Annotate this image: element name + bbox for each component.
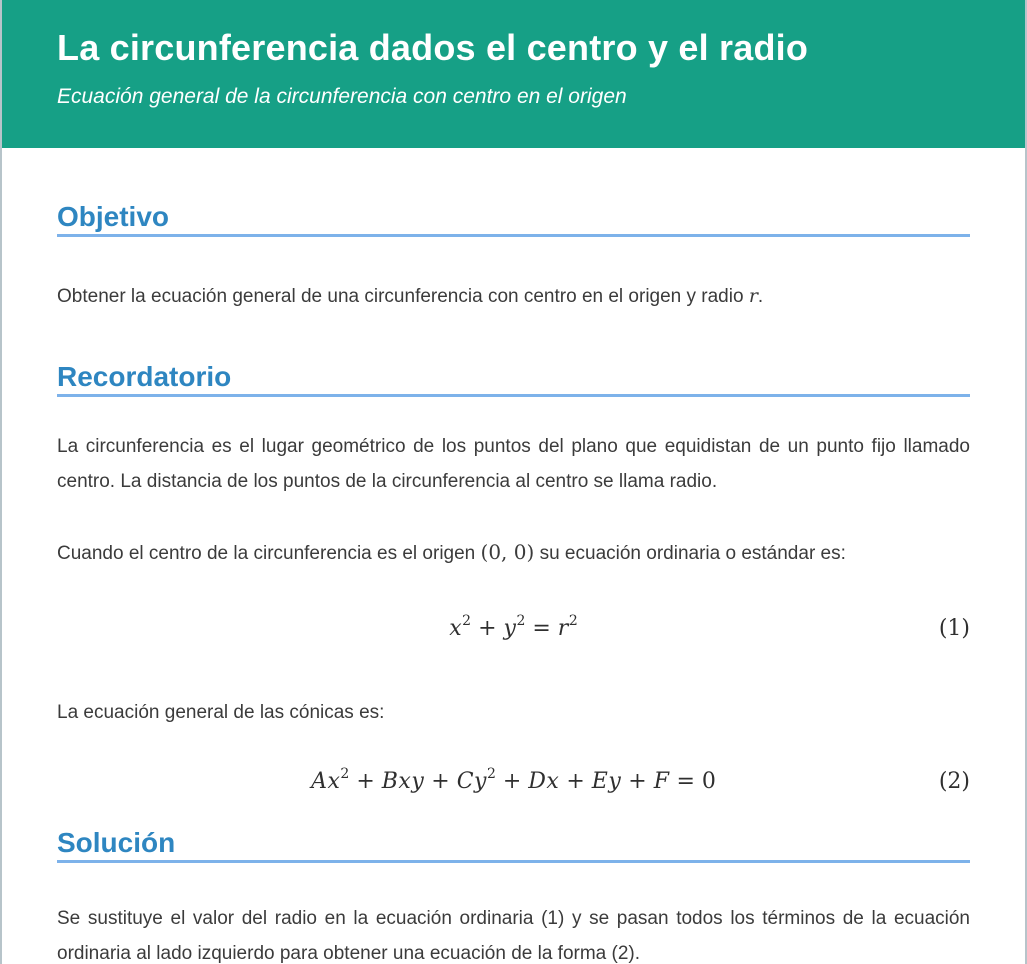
eq-exponent: 2 — [568, 612, 578, 629]
eq-exponent: 2 — [486, 765, 496, 782]
equation-number-1: (1) — [938, 616, 970, 641]
eq-variable: F — [653, 769, 670, 794]
eq-variable: x — [449, 616, 463, 641]
eq-exponent: 2 — [516, 612, 526, 629]
eq-operator: + — [495, 769, 529, 794]
eq-operator: = — [669, 769, 702, 794]
eq-operator: + — [349, 769, 382, 794]
equation-number-2: (2) — [938, 769, 970, 794]
eq-variable: y — [503, 616, 517, 641]
section-heading-solucion: Solución — [57, 826, 970, 863]
eq-variable: Dx — [528, 769, 560, 794]
paragraph-recordatorio-origin — [57, 535, 970, 571]
text-run: su ecuación ordinaria o estándar es: — [534, 543, 846, 564]
eq-variable: Bxy — [381, 769, 425, 794]
content-area — [2, 200, 1025, 964]
inline-math-radius: r — [748, 285, 758, 307]
inline-math-origin: (0, 0) — [480, 540, 535, 564]
eq-variable: Ey — [591, 769, 622, 794]
paragraph-recordatorio-definition: La circunferencia es el lugar geométrico de los puntos del plano que equidistan de un punto fijo llamado centro. La distancia de los puntos de la circunferencia al centro se llama radio. — [57, 436, 970, 492]
eq-operator: + — [424, 769, 457, 794]
eq-operator: + — [559, 769, 592, 794]
paragraph-objetivo — [57, 279, 970, 314]
header-banner — [2, 0, 1025, 148]
section-heading-objetivo: Objetivo — [57, 200, 970, 237]
text-run: . — [757, 286, 764, 307]
equation-general-formula — [311, 765, 716, 794]
paragraph-solucion: Se sustituye el valor del radio en la ecuación ordinaria (1) y se pasan todos los términos de la ecuación ordinaria al lado izquierdo para obtener una ecuación de la forma (2). — [57, 908, 970, 964]
eq-exponent: 2 — [462, 612, 472, 629]
section-heading-recordatorio: Recordatorio — [57, 360, 970, 397]
text-run: Cuando el centro de la circunferencia es el origen — [57, 543, 481, 564]
text-run: Obtener la ecuación general de una circunferencia con centro en el origen y radio — [57, 286, 749, 307]
eq-constant: 0 — [701, 769, 716, 794]
paragraph-conicas-intro: La ecuación general de las cónicas es: — [57, 702, 385, 723]
page-title: La circunferencia dados el centro y el radio — [57, 27, 809, 68]
page-subtitle: Ecuación general de la circunferencia con centro en el origen — [57, 85, 627, 108]
eq-exponent: 2 — [340, 765, 350, 782]
equation-general-conicas — [57, 760, 970, 804]
equation-ordinaria-formula — [449, 612, 578, 641]
eq-variable: Cy — [456, 769, 487, 794]
eq-variable: r — [557, 616, 569, 641]
eq-operator: + — [621, 769, 654, 794]
equation-ordinaria — [57, 607, 970, 651]
eq-operator: = — [525, 616, 558, 641]
eq-operator: + — [471, 616, 504, 641]
eq-variable: Ax — [311, 769, 341, 794]
